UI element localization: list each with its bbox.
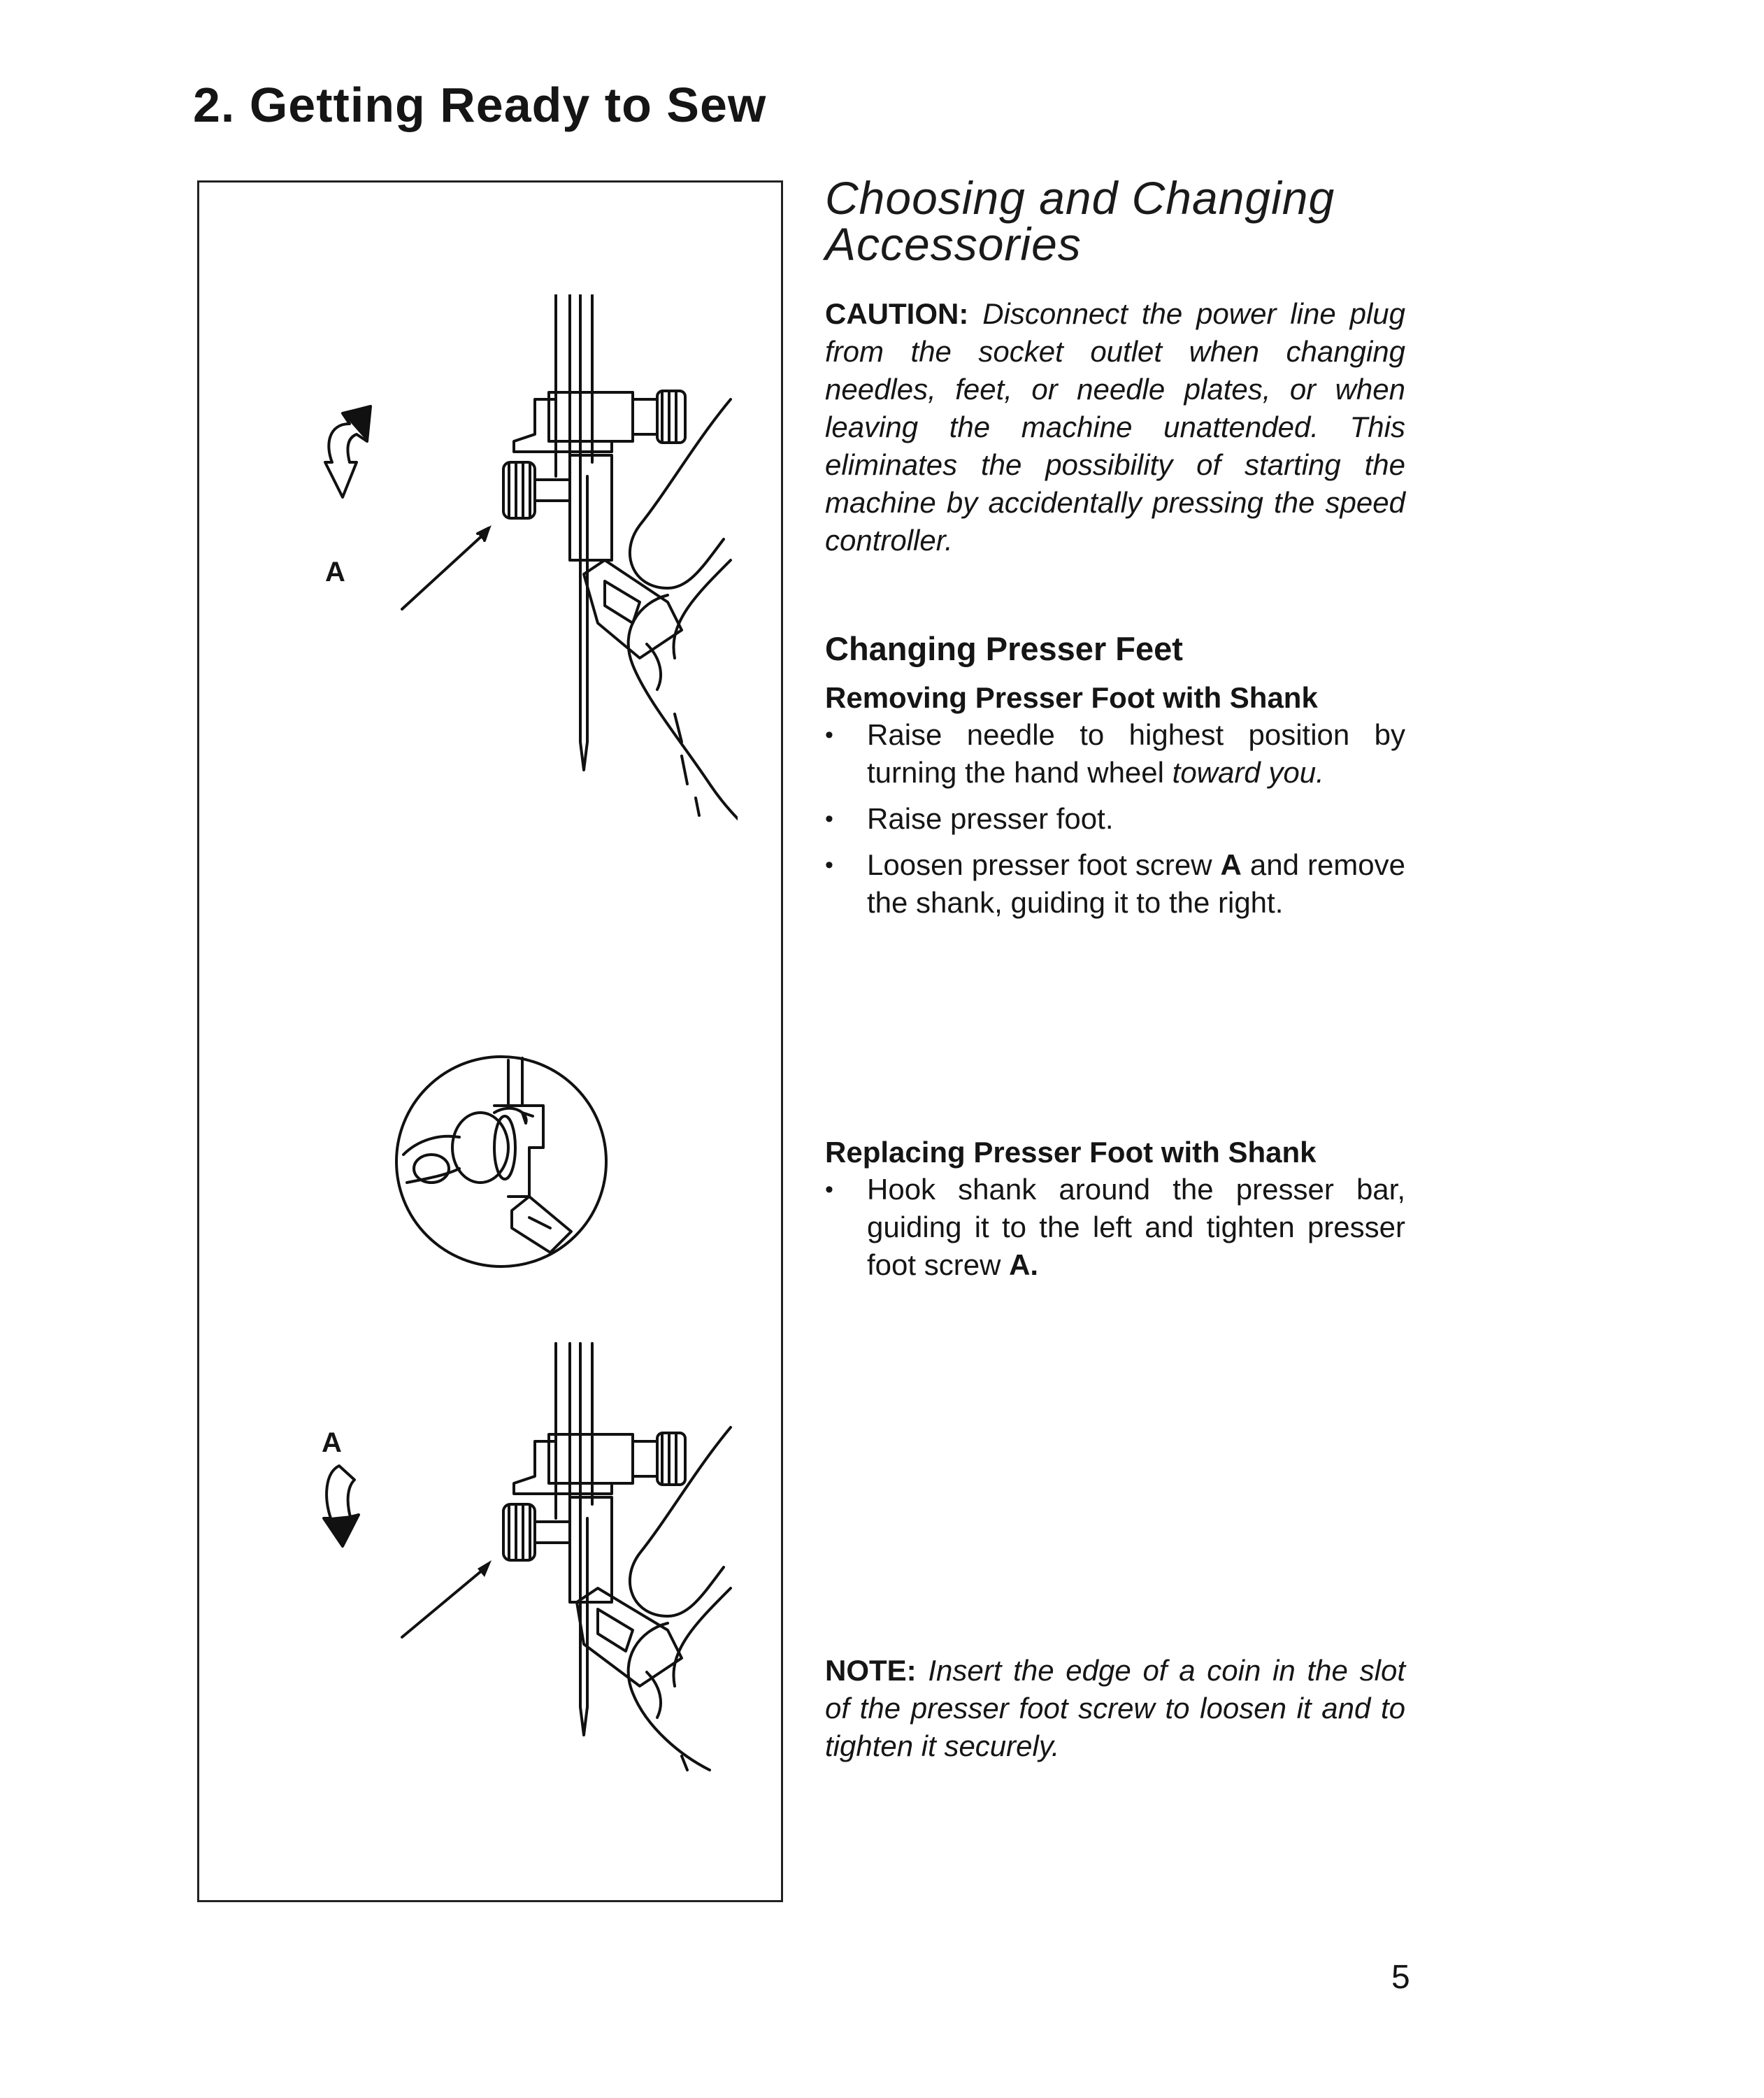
caution-text: Disconnect the power line plug from the socket outlet when changing needles, feet, or needle plates, or when leaving the machine unattended. This eliminates the possibility of starting the machine by accidentally pressing the speed controller. xyxy=(825,297,1405,557)
caution-lead: CAUTION: xyxy=(825,297,969,330)
removing-step-2: • Raise presser foot. xyxy=(825,800,1405,838)
accessories-heading-line2: Accessories xyxy=(825,218,1082,270)
accessories-heading-line1: Choosing and Changing xyxy=(825,172,1335,224)
bullet-icon: • xyxy=(825,722,833,748)
screw-a-label-top: A xyxy=(325,557,345,587)
bullet-icon: • xyxy=(825,1176,833,1203)
removing-step-1: • Raise needle to highest position by turning the hand wheel toward you. xyxy=(825,716,1405,792)
page-number: 5 xyxy=(1391,1959,1410,1996)
note-block xyxy=(825,1652,1405,1765)
changing-feet-block xyxy=(825,629,1405,669)
removing-foot-illustration xyxy=(304,294,738,924)
note-lead: NOTE: xyxy=(825,1654,917,1687)
section-title: 2. Getting Ready to Sew xyxy=(193,78,767,132)
caution-paragraph xyxy=(825,295,1405,559)
bullet-icon: • xyxy=(825,806,833,832)
note-text: Insert the edge of a coin in the slot of the presser foot screw to loosen it and to tighten it securely. xyxy=(825,1654,1405,1762)
caution-block xyxy=(825,295,1405,559)
changing-feet-heading: Changing Presser Feet xyxy=(825,630,1183,667)
screw-a-label-bottom: A xyxy=(322,1427,342,1458)
removing-steps xyxy=(825,716,1405,922)
illustration-frame xyxy=(197,180,783,1902)
replacing-foot-illustration xyxy=(304,1155,738,1784)
bullet-icon: • xyxy=(825,852,833,878)
removing-heading: Removing Presser Foot with Shank xyxy=(825,681,1318,714)
note-paragraph xyxy=(825,1652,1405,1765)
replacing-block xyxy=(825,1134,1405,1292)
replacing-steps xyxy=(825,1171,1405,1284)
replacing-heading: Replacing Presser Foot with Shank xyxy=(825,1136,1317,1169)
accessories-heading-block xyxy=(825,172,1405,270)
removing-step-3: • Loosen presser foot screw A and remove the shank, guiding it to the right. xyxy=(825,846,1405,922)
removing-block xyxy=(825,680,1405,930)
replacing-step-1: • Hook shank around the presser bar, guiding it to the left and tighten presser foot screw A. xyxy=(825,1171,1405,1284)
